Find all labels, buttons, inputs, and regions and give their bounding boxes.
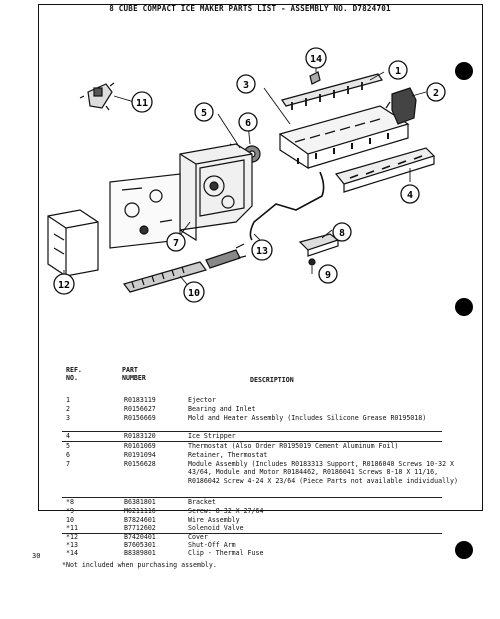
page-number: 30	[32, 552, 41, 560]
screw-drawing	[309, 259, 315, 265]
column-header-ref: REF. NO.	[66, 366, 82, 382]
table-row: 4 R0183120 Ice Stripper	[66, 432, 236, 440]
table-row: 5 R0161069 Thermostat (Also Order R0195019 Cement Aluminum Foil)	[66, 442, 399, 450]
table-row: *9 M0211116 Screw: 8-32 X 27/64	[66, 507, 264, 515]
callout-6	[239, 113, 257, 131]
svg-text:7: 7	[172, 238, 180, 249]
svg-text:14: 14	[309, 54, 323, 65]
svg-text:5: 5	[200, 108, 208, 119]
shut-off-arm-drawing	[250, 172, 323, 240]
exploded-parts-diagram	[40, 26, 460, 316]
svg-text:11: 11	[135, 98, 149, 109]
callout-12	[54, 274, 74, 294]
table-row: 7 R0156628 Module Assembly (Includes R0183313 Support, R0186040 Screws 10-32 X 43/64, Module and Motor R0184462, R0186041 Screws 8-18 X 11/16, R0186042 Screw 4-24 X 23/64 (Piece Parts not available individually)	[66, 460, 458, 485]
callout-5	[195, 103, 213, 121]
table-row: 2 R0156627 Bearing and Inlet	[66, 405, 256, 413]
cover-drawing	[48, 210, 98, 276]
table-row: *11 B7712602 Solenoid Valve	[66, 524, 244, 532]
table-row: 10 B7824601 Wire Assembly	[66, 516, 240, 524]
callout-11	[132, 92, 152, 112]
table-row: *12 B7420401 Cover	[66, 533, 208, 541]
callout-2	[427, 83, 445, 101]
svg-text:10: 10	[187, 288, 201, 299]
callout-1	[389, 61, 407, 79]
svg-text:1: 1	[394, 66, 402, 77]
svg-text:8: 8	[338, 228, 346, 239]
document-title: 8 CUBE COMPACT ICE MAKER PARTS LIST - ASSEMBLY NO. D7824701	[109, 4, 391, 13]
thermal-fuse-clip-drawing	[310, 72, 320, 84]
svg-text:13: 13	[255, 246, 269, 257]
svg-text:3: 3	[242, 80, 250, 91]
module-assembly-drawing	[180, 144, 252, 240]
svg-text:2: 2	[432, 88, 440, 99]
svg-text:4: 4	[406, 190, 414, 201]
callout-3	[237, 75, 255, 93]
callout-9	[319, 265, 337, 283]
table-row: 1 R0183119 Ejector	[66, 396, 216, 404]
svg-text:9: 9	[324, 270, 332, 281]
svg-text:6: 6	[244, 118, 252, 129]
table-row: 6 R0191094 Retainer, Thermostat	[66, 451, 268, 459]
table-row: *14 B8389801 Clip - Thermal Fuse	[66, 549, 264, 557]
table-row: *8 B6381801 Bracket	[66, 498, 216, 506]
table-row: 3 R0156669 Mold and Heater Assembly (Includes Silicone Grease R0195018)	[66, 414, 427, 422]
callout-8	[333, 223, 351, 241]
callout-7	[167, 233, 185, 251]
callout-4	[401, 185, 419, 203]
ejector-drawing	[282, 74, 382, 110]
solenoid-valve-drawing	[80, 83, 114, 110]
footnote: *Not included when purchasing assembly.	[62, 561, 217, 569]
column-header-part: PART NUMBER	[122, 366, 146, 382]
bracket-drawing	[300, 234, 338, 256]
wire-assembly-drawing	[124, 244, 246, 292]
svg-text:12: 12	[57, 280, 71, 291]
column-header-description: DESCRIPTION	[250, 376, 294, 384]
callout-10	[184, 282, 204, 302]
callout-13	[252, 240, 272, 260]
table-row: *13 B7605301 Shut-Off Arm	[66, 541, 236, 549]
callout-14	[306, 48, 326, 68]
